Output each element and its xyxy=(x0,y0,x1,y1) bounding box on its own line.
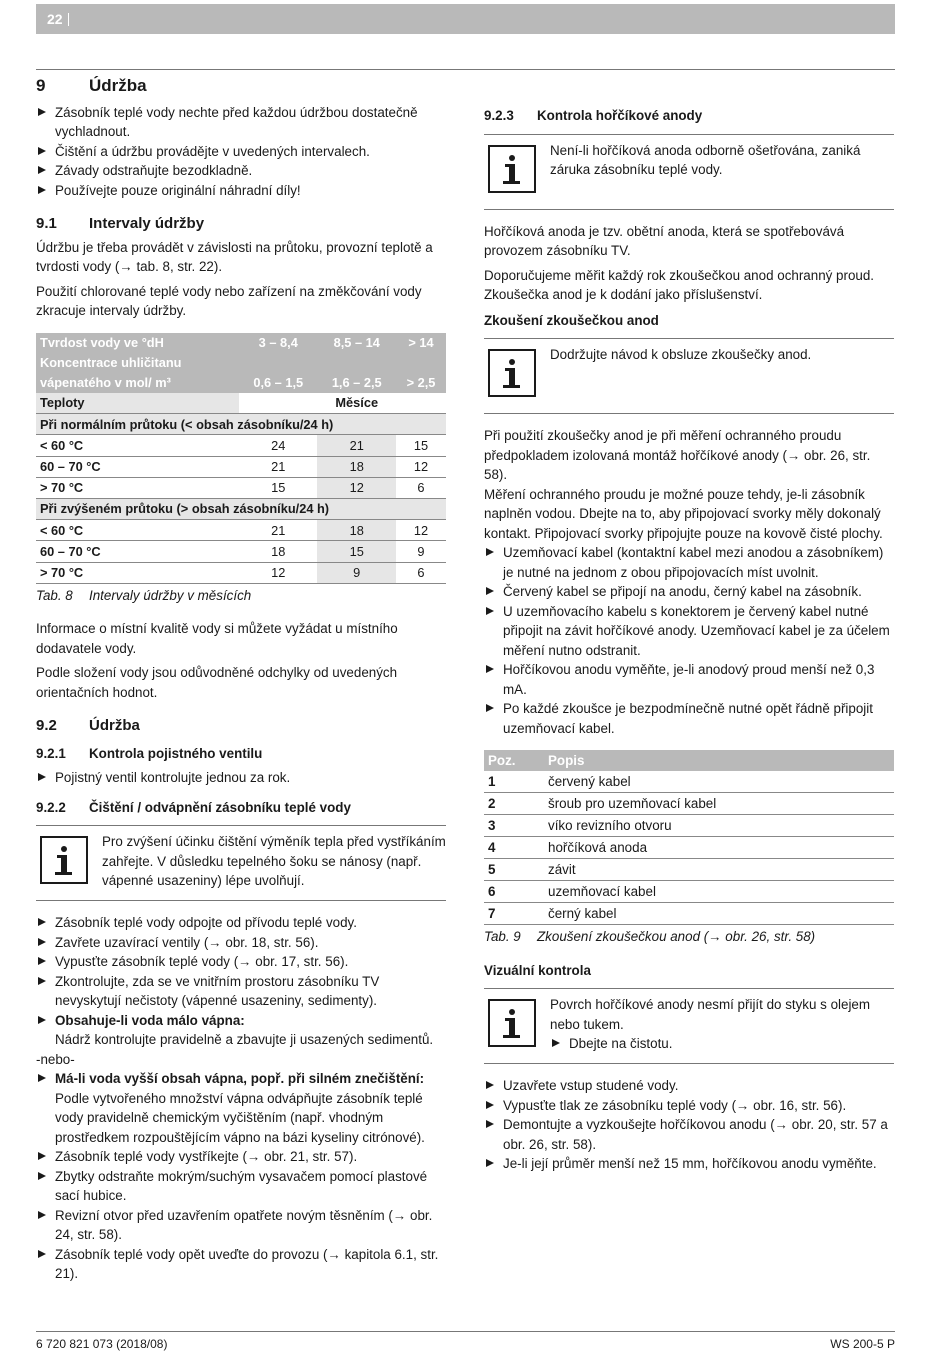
table-row: Teploty Měsíce xyxy=(36,393,446,414)
list-item: Dbejte na čistotu. xyxy=(550,1034,894,1054)
intro-bullet-list xyxy=(36,103,446,201)
bullet-arrow-icon xyxy=(38,773,46,781)
header-separator xyxy=(68,13,69,26)
page-number: 22 xyxy=(47,11,63,27)
subheading-anode-test: Zkoušení zkoušečkou anod xyxy=(484,312,659,328)
bullet-arrow-icon xyxy=(38,108,46,116)
list-item: U uzemňovacího kabelu s konektorem je červený kabel nutné připojit na závit hořčíkové anody. Uzemňovací kabel je za účelem měření nutno odstranit. xyxy=(484,602,894,661)
table-header-row: Poz. Popis xyxy=(484,750,894,771)
paragraph: Použití chlorované teplé vody nebo zařízení na změkčování vody zkracuje intervaly údržby. xyxy=(36,283,422,318)
anode-test-table xyxy=(484,750,894,925)
bullet-arrow-icon xyxy=(486,1159,494,1167)
paragraph: Měření ochranného proudu je možné pouze tehdy, je-li zásobník naplněn vodou. Dbejte na to, aby připojovací svorky měly dokonalý kontakt. Připojovací svorky připojujte pouze na kovově čisté plochy. xyxy=(484,486,883,541)
heading-9-2-2: 9.2.2 Čištění / odvápnění zásobníku teplé vody xyxy=(36,799,351,815)
list-item: Vypusťte zásobník teplé vody (→ obr. 17, str. 56). xyxy=(36,952,446,972)
bullet-arrow-icon xyxy=(486,607,494,615)
subheading-visual-check: Vizuální kontrola xyxy=(484,962,591,978)
table-row: 3 víko revizního otvoru xyxy=(484,815,894,837)
table-row: 4 hořčíková anoda xyxy=(484,837,894,859)
visual-bullet-list xyxy=(484,1076,894,1174)
info-bullet-list xyxy=(550,1034,894,1054)
bullet-arrow-icon xyxy=(38,957,46,965)
page-header xyxy=(36,4,895,34)
bullet-arrow-icon xyxy=(486,587,494,595)
info-note: Pro zvýšení účinku čištění výměník tepla před vystříkáním zahřejte. V důsledku tepelného šoku se nánosy (např. vápenné usazeniny) lépe uvolňují. xyxy=(36,825,446,901)
list-item: Vypusťte tlak ze zásobníku teplé vody (→ obr. 16, str. 56). xyxy=(484,1096,894,1116)
table-row: < 60 °C 24 21 15 xyxy=(36,435,446,456)
list-item: Čištění a údržbu provádějte v uvedených intervalech. xyxy=(36,142,446,162)
list-item: Zásobník teplé vody opět uveďte do provozu (→ kapitola 6.1, str. 21). xyxy=(36,1245,446,1284)
table-row: 1 červený kabel xyxy=(484,771,894,793)
list-item: Má-li voda vyšší obsah vápna, popř. při silném znečištění: Podle vytvořeného množství vápna odvápňujte zásobník teplé vody pravidelně chemickým vyčištěním (např. vhodným prostředkem rozpouštějícím vápno na bázi kyseliny citrónové). xyxy=(36,1069,446,1147)
maintenance-interval-table xyxy=(36,333,446,584)
table-row: 5 závit xyxy=(484,859,894,881)
paragraph: Při použití zkoušečky anod je při měření ochranného proudu předpokladem izolovaná montáž hořčíkové anody (→ obr. 26, str. 58). xyxy=(484,428,871,482)
cleaning-bullet-list xyxy=(36,913,446,1011)
list-item: Hořčíkovou anodu vyměňte, je-li anodový proud menší než 0,3 mA. xyxy=(484,660,894,699)
info-note: Dodržujte návod k obsluze zkoušečky anod. xyxy=(484,338,894,414)
list-item: Je-li její průměr menší než 15 mm, hořčíkovou anodu vyměňte. xyxy=(484,1154,894,1174)
table-header-row: Tvrdost vody ve °dH 3 – 8,4 8,5 – 14 > 14 xyxy=(36,333,446,353)
table-header-row: Koncentrace uhličitanu xyxy=(36,353,446,373)
heading-9: 9 Údržba xyxy=(36,76,147,95)
heading-9-2-1: 9.2.1 Kontrola pojistného ventilu xyxy=(36,745,263,761)
bullet-arrow-icon xyxy=(486,1101,494,1109)
info-note: Povrch hořčíkové anody nesmí přijít do styku s olejem nebo tukem. Dbejte na čistotu. xyxy=(484,988,894,1064)
bullet-arrow-icon xyxy=(38,1211,46,1219)
bullet-arrow-icon xyxy=(38,1172,46,1180)
bullet-arrow-icon xyxy=(38,186,46,194)
cleaning-bullet-list xyxy=(36,1147,446,1284)
bottom-rule xyxy=(36,1331,895,1332)
bullet-arrow-icon xyxy=(486,548,494,556)
bullet-arrow-icon xyxy=(38,1074,46,1082)
bullet-arrow-icon xyxy=(486,704,494,712)
list-item: Červený kabel se připojí na anodu, černý kabel na zásobník. xyxy=(484,582,894,602)
table-row: > 70 °C 12 9 6 xyxy=(36,562,446,583)
table-header-row: vápenatého v mol/ m³ 0,6 – 1,5 1,6 – 2,5 > 2,5 xyxy=(36,373,446,393)
paragraph: Podle složení vody jsou odůvodněné odchylky od uvedených orientačních hodnot. xyxy=(36,665,398,700)
list-item: Používejte pouze originální náhradní díly! xyxy=(36,181,446,201)
lime-bullet-list xyxy=(36,1069,446,1147)
list-item: Obsahuje-li voda málo vápna: Nádrž kontrolujte pravidelně a zbavujte ji usazených sedimentů. xyxy=(36,1011,446,1050)
heading-9-1: 9.1 Intervaly údržby xyxy=(36,215,205,232)
or-separator: -nebo- xyxy=(36,1051,75,1067)
list-item: Zásobník teplé vody odpojte od přívodu teplé vody. xyxy=(36,913,446,933)
bullet-arrow-icon xyxy=(38,918,46,926)
info-note: Není-li hořčíková anoda odborně ošetřována, zaniká záruka zásobníku teplé vody. xyxy=(484,134,894,210)
paragraph: Informace o místní kvalitě vody si můžete vyžádat u místního dodavatele vody. xyxy=(36,621,398,656)
bullet-arrow-icon xyxy=(486,1081,494,1089)
table-9-caption: Tab. 9 Zkoušení zkoušečkou anod (→ obr. 26, str. 58) xyxy=(484,929,816,944)
list-item: Zkontrolujte, zda se ve vnitřním prostoru zásobníku TV nevyskytují nečistoty (vápenné usazeniny, sedimenty). xyxy=(36,972,446,1011)
list-item: Revizní otvor před uzavřením opatřete novým těsněním (→ obr. 24, str. 58). xyxy=(36,1206,446,1245)
table-row: < 60 °C 21 18 12 xyxy=(36,520,446,541)
table-row: 60 – 70 °C 18 15 9 xyxy=(36,541,446,562)
lime-bullet-list xyxy=(36,1011,446,1050)
info-icon xyxy=(40,836,88,884)
list-item: Zavřete uzavírací ventily (→ obr. 18, str. 56). xyxy=(36,933,446,953)
bullet-arrow-icon xyxy=(38,1250,46,1258)
table-row: > 70 °C 15 12 6 xyxy=(36,477,446,498)
table-row: 2 šroub pro uzemňovací kabel xyxy=(484,793,894,815)
bullet-arrow-icon xyxy=(38,1152,46,1160)
heading-9-2-3: 9.2.3 Kontrola hořčíkové anody xyxy=(484,108,703,123)
info-icon xyxy=(488,349,536,397)
list-item: Demontujte a vyzkoušejte hořčíkovou anodu (→ obr. 20, str. 57 a obr. 26, str. 58). xyxy=(484,1115,894,1154)
left-column xyxy=(36,76,446,1288)
measure-bullet-list xyxy=(484,543,894,738)
bullet-arrow-icon xyxy=(552,1039,560,1047)
list-item: Závady odstraňujte bezodkladně. xyxy=(36,161,446,181)
table-8-caption: Tab. 8 Intervaly údržby v měsících xyxy=(36,587,252,603)
footer-model: WS 200-5 P xyxy=(830,1337,895,1351)
info-icon xyxy=(488,145,536,193)
valve-bullet-list xyxy=(36,768,446,788)
table-row: 60 – 70 °C 21 18 12 xyxy=(36,456,446,477)
bullet-arrow-icon xyxy=(38,977,46,985)
list-item: Zásobník teplé vody nechte před každou údržbou dostatečně vychladnout. xyxy=(36,103,446,142)
bullet-arrow-icon xyxy=(38,938,46,946)
heading-9-2: 9.2 Údržba xyxy=(36,717,140,735)
table-row: 6 uzemňovací kabel xyxy=(484,881,894,903)
bullet-arrow-icon xyxy=(486,1120,494,1128)
top-rule xyxy=(36,69,895,70)
list-item: Pojistný ventil kontrolujte jednou za rok. xyxy=(36,768,446,788)
table-group-row: Při zvýšeném průtoku (> obsah zásobníku/24 h) xyxy=(36,499,446,520)
bullet-arrow-icon xyxy=(38,1016,46,1024)
bullet-arrow-icon xyxy=(486,665,494,673)
list-item: Uzavřete vstup studené vody. xyxy=(484,1076,894,1096)
info-icon xyxy=(488,999,536,1047)
bullet-arrow-icon xyxy=(38,147,46,155)
right-column xyxy=(484,100,894,1178)
list-item: Po každé zkoušce je bezpodmínečně nutné opět řádně připojit uzemňovací kabel. xyxy=(484,699,894,738)
table-row: 7 černý kabel xyxy=(484,903,894,925)
table-group-row: Při normálním průtoku (< obsah zásobníku/24 h) xyxy=(36,414,446,435)
paragraph: Doporučujeme měřit každý rok zkoušečkou anod ochranný proud. Zkoušečka anod je k dodání jako příslušenství. xyxy=(484,267,875,302)
paragraph: Údržbu je třeba provádět v závislosti na průtoku, provozní teplotě a tvrdosti vody (→ tab. 8, str. 22). xyxy=(36,239,433,274)
paragraph: Hořčíková anoda je tzv. obětní anoda, která se spotřebovává provozem zásobníku TV. xyxy=(484,223,845,258)
list-item: Zásobník teplé vody vystříkejte (→ obr. 21, str. 57). xyxy=(36,1147,446,1167)
footer-doc-number: 6 720 821 073 (2018/08) xyxy=(36,1337,168,1351)
list-item: Uzemňovací kabel (kontaktní kabel mezi anodou a zásobníkem) je nutné na jednom z obou připojovacích míst uvolnit. xyxy=(484,543,894,582)
bullet-arrow-icon xyxy=(38,166,46,174)
list-item: Zbytky odstraňte mokrým/suchým vysavačem pomocí plastové sací hubice. xyxy=(36,1167,446,1206)
